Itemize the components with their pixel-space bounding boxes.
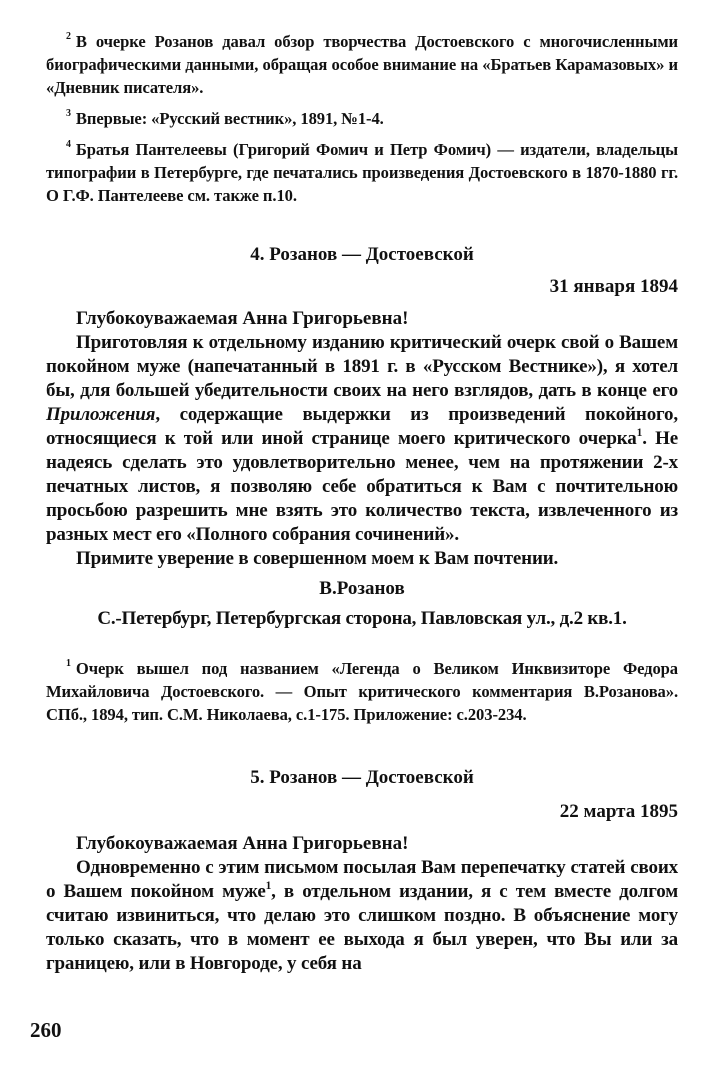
letter-5-date: 22 марта 1895 [559, 801, 678, 822]
letter-5-greeting: Глубокоуважаемая Анна Григорьевна! [76, 833, 409, 854]
letter-4-signature: В.Розанов [319, 578, 405, 599]
footnote-text: Братья Пантелеевы (Григорий Фомич и Петр Фомич) — издатели, владельцы типографии в Петербурге, где печатались произведения Достоевского в 1870-1880 гг. О Г.Ф. Пантелееве см. также п.10. [46, 140, 678, 205]
footnote-text: Впервые: «Русский вестник», 1891, №1-4. [75, 109, 384, 128]
footnote-text: Очерк вышел под названием «Легенда о Великом Инквизиторе Федора Михайловича Достоевского. — Опыт критического комментария В.Розанова». СПб., 1894, тип. С.М. Николаева, с.1-175. Приложение: с.203-234. [46, 659, 678, 724]
footnote-number: 3 [66, 108, 71, 120]
letter-4-date: 31 января 1894 [549, 276, 678, 297]
letter-4-text: . Не надеясь сделать это удовлетворительно менее, чем на протяжении 2-х печатных листов, я позволяю себе обратиться к Вам с почтительною просьбою разрешить мне взять это количество текста, извлеченного из разных мест его «Полного собрания сочинений». [46, 428, 678, 545]
letter-4-greeting: Глубокоуважаемая Анна Григорьевна! [76, 308, 409, 329]
letter-5-heading: 5. Розанов — Достоевской [250, 767, 474, 788]
document-page [46, 30, 678, 976]
letter-4-paragraph-2: Примите уверение в совершенном моем к Вам почтении. [76, 548, 559, 569]
page-number: 260 [30, 1018, 62, 1042]
letter-5-text: Одновременно с этим письмом посылая Вам перепечатку статей своих о Вашем покойном муже [46, 857, 678, 902]
footnote-3 [46, 107, 678, 130]
footnote-number: 2 [66, 31, 71, 43]
letter-4-text: , содержащие выдержки из произведений покойного, относящиеся к той или иной странице моего критического очерка [46, 404, 678, 449]
letter-4-emphasis: Приложения [46, 404, 156, 425]
footnote-4 [46, 138, 678, 207]
footnote-2 [46, 30, 678, 99]
footnote-number: 4 [66, 139, 71, 151]
letter-4-text: Приготовляя к отдельному изданию критический очерк свой о Вашем покойном муже (напечатанный в 1891 г. в «Русском Вестнике»), я хотел бы, для большей убедительности своих на него взглядов, дать в конце его [46, 332, 678, 401]
footnote-text: В очерке Розанов давал обзор творчества Достоевского с многочисленными биографическими данными, обращая особое внимание на «Братьев Карамазовых» и «Дневник писателя». [46, 32, 678, 97]
letter-4-paragraph-1 [46, 331, 678, 547]
footnote-ref: 1 [636, 426, 643, 439]
letter-4-address: С.-Петербург, Петербургская сторона, Павловская ул., д.2 кв.1. [97, 608, 627, 629]
letter-5-paragraph-1 [46, 856, 678, 976]
footnote-ref: 1 [265, 879, 272, 892]
letter-4-footnote [46, 657, 678, 726]
letter-4-heading: 4. Розанов — Достоевской [250, 244, 474, 265]
letter-5-text: , в отдельном издании, я с тем вместе долгом считаю извиниться, что делаю это слишком поздно. В объяснение могу только сказать, что в момент ее выхода я был уверен, что Вы или за границею, или в Новгороде, у себя на [46, 881, 678, 974]
footnote-number: 1 [66, 658, 71, 670]
